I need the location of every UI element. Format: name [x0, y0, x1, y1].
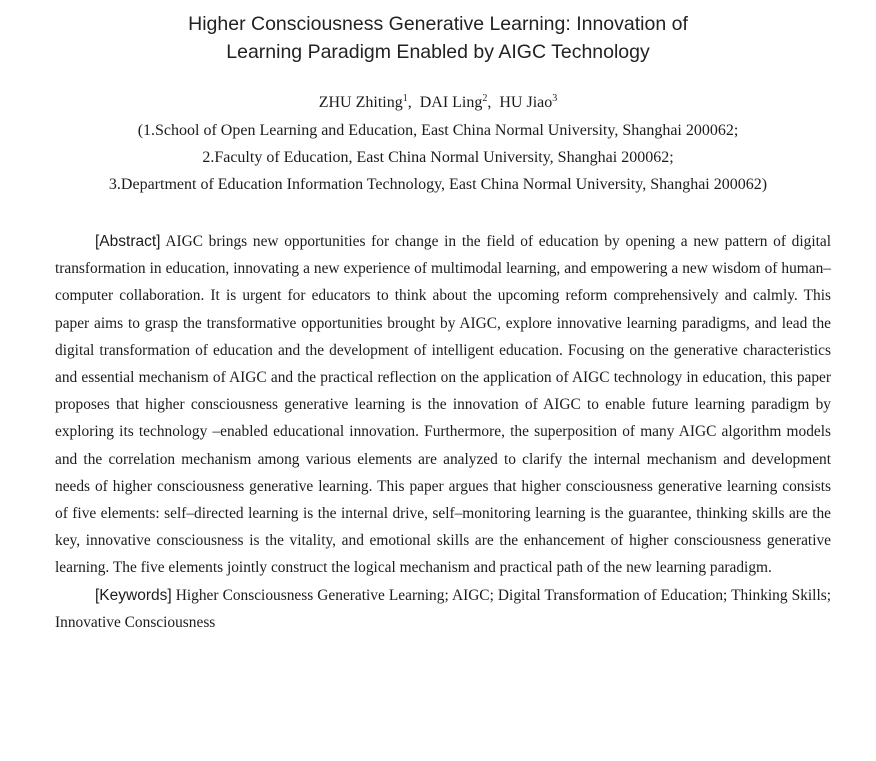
author-name: DAI Ling	[419, 94, 483, 111]
author-affiliation-mark: 3	[552, 93, 558, 104]
affiliation-2: 2.Faculty of Education, East China Normal University, Shanghai 200062;	[202, 149, 674, 166]
author-name: HU Jiao	[499, 94, 553, 111]
author-affiliation-mark: 2	[482, 93, 488, 104]
title-line-1: Higher Consciousness Generative Learning: Innovation of	[188, 13, 688, 35]
author-separator: ,	[487, 94, 500, 111]
author-list	[0, 93, 876, 113]
paper-title	[0, 10, 876, 66]
keywords-label: [Keywords]	[95, 586, 172, 604]
affiliation-3: 3.Department of Education Information Technology, East China Normal University, Shanghai 200062)	[108, 176, 768, 193]
title-line-2: Learning Paradigm Enabled by AIGC Technology	[226, 41, 650, 63]
abstract-paragraph	[55, 228, 831, 582]
affiliation-1: (1.School of Open Learning and Education, East China Normal University, Shanghai 200062;	[137, 122, 739, 139]
author-name: ZHU Zhiting	[318, 94, 403, 111]
author-separator: ,	[407, 94, 420, 111]
abstract-label: [Abstract]	[95, 233, 161, 250]
author-affiliation-mark: 1	[402, 93, 408, 104]
abstract-text: AIGC brings new opportunities for change in the field of education by opening a new pattern of digital transformation in education, innovating a new experience of multimodal learning, and empowering a new wisdom of human–computer collaboration. It is urgent for educators to think about the upcoming reform comprehensively and calmly. This paper aims to grasp the transformative opportunities brought by AIGC, explore innovative learning paradigms, and lead the digital transformation of education and the development of intelligent education. Focusing on the generative characteristics and essential mechanism of AIGC and the practical reflection on the application of AIGC technology in education, this paper proposes that higher consciousness generative learning is the innovation of AIGC to enable future learning paradigm by exploring its technology –enabled educational innovation. Furthermore, the superposition of many AIGC algorithm models and the correlation mechanism among various elements are analyzed to clarify the internal mechanism and development needs of higher consciousness generative learning. This paper argues that higher consciousness generative learning consists of five elements: self–directed learning is the internal drive, self–monitoring learning is the guarantee, thinking skills are the key, innovative consciousness is the vitality, and emotional skills are the enhancement of higher consciousness generative learning. The five elements jointly construct the logical mechanism and practical path of the new learning paradigm.	[55, 233, 831, 577]
keywords-paragraph	[55, 582, 831, 636]
keywords-text: Higher Consciousness Generative Learning; AIGC; Digital Transformation of Education; Thinking Skills; Innovative Consciousness	[55, 586, 831, 631]
abstract-section	[55, 228, 831, 636]
